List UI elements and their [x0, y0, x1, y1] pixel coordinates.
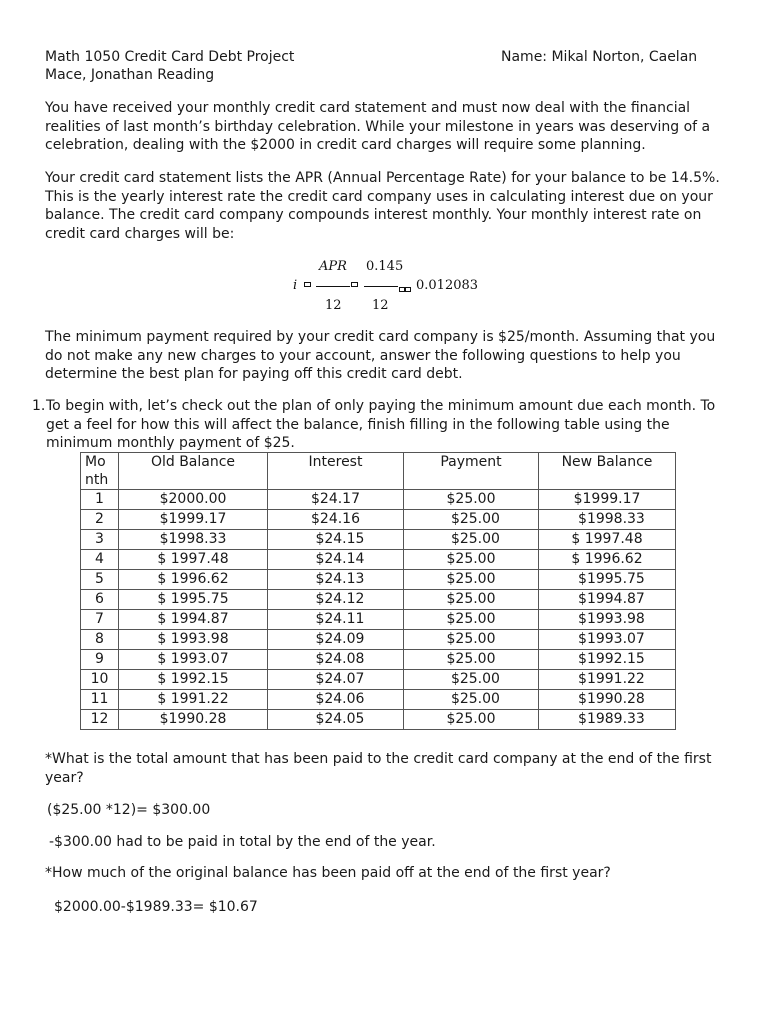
table-row [81, 510, 676, 530]
cell-old-balance: $1998.33 [119, 530, 268, 550]
question-total-paid [45, 750, 725, 787]
cell-old-balance: $2000.00 [119, 490, 268, 510]
cell-new-balance: $ 1996.62 [539, 550, 676, 570]
cell-payment: $25.00 [404, 590, 539, 610]
cell-payment: $25.00 [404, 650, 539, 670]
cell-month: 11 [81, 690, 119, 710]
question-line: To begin with, let’s check out the plan of only paying the minimum amount due each month. To [46, 398, 716, 414]
fraction-bar [316, 286, 350, 287]
student-names-line1: Name: Mikal Norton, Caelan [501, 49, 698, 65]
col-header-payment: Payment [404, 453, 539, 490]
table-row [81, 690, 676, 710]
cell-interest: $24.07 [268, 670, 404, 690]
cell-new-balance: $1998.33 [539, 510, 676, 530]
cell-payment: $25.00 [404, 510, 539, 530]
min-payment-line: The minimum payment required by your credit card company is $25/month. Assuming that you [45, 329, 716, 345]
project-title: Math 1050 Credit Card Debt Project [45, 49, 295, 65]
cell-month: 9 [81, 650, 119, 670]
cell-month: 5 [81, 570, 119, 590]
equals-glyph [304, 282, 311, 287]
cell-payment: $25.00 [404, 490, 539, 510]
apr-line: This is the yearly interest rate the credit card company uses in calculating interest due on your [45, 188, 713, 205]
approx-glyph [405, 287, 411, 292]
cell-payment: $25.00 [404, 530, 539, 550]
intro-line: realities of last month’s birthday celebration. While your milestone in years was deserving of a [45, 118, 711, 135]
cell-old-balance: $ 1995.75 [119, 590, 268, 610]
col-header-new-balance: New Balance [539, 453, 676, 490]
table-row [81, 650, 676, 670]
table-row [81, 710, 676, 730]
cell-month: 10 [81, 670, 119, 690]
cell-old-balance: $ 1994.87 [119, 610, 268, 630]
formula-result: 0.012083 [416, 278, 479, 293]
cell-new-balance: $1991.22 [539, 670, 676, 690]
fraction-bar [364, 286, 398, 287]
formula-variable: i [293, 278, 298, 293]
question-number: 1. [32, 398, 46, 414]
cell-interest: $24.06 [268, 690, 404, 710]
col-header-month: Month [81, 453, 119, 490]
table-row [81, 530, 676, 550]
apr-line: Your credit card statement lists the APR (Annual Percentage Rate) for your balance to be 14.5%. [45, 170, 720, 186]
cell-old-balance: $ 1996.62 [119, 570, 268, 590]
formula-numerator-rate: 0.145 [366, 259, 404, 274]
cell-month: 12 [81, 710, 119, 730]
cell-old-balance: $ 1993.07 [119, 650, 268, 670]
table-row [81, 670, 676, 690]
cell-old-balance: $ 1993.98 [119, 630, 268, 650]
cell-month: 2 [81, 510, 119, 530]
question-1-text [46, 397, 726, 453]
cell-new-balance: $1995.75 [539, 570, 676, 590]
question-line: get a feel for how this will affect the balance, finish filling in the following table using the [46, 416, 670, 433]
cell-interest: $24.16 [268, 510, 404, 530]
cell-interest: $24.12 [268, 590, 404, 610]
apr-line: credit card charges will be: [45, 225, 235, 242]
min-payment-line: do not make any new charges to your account, answer the following questions to help you [45, 347, 681, 364]
col-header-old-balance: Old Balance [119, 453, 268, 490]
table-row [81, 630, 676, 650]
answer-total-paid: -$300.00 had to be paid in total by the end of the year. [49, 834, 436, 850]
formula-denominator-12: 12 [325, 298, 342, 313]
cell-month: 1 [81, 490, 119, 510]
formula-denominator-12: 12 [372, 298, 389, 313]
cell-interest: $24.05 [268, 710, 404, 730]
table-row [81, 550, 676, 570]
monthly-rate-formula [280, 255, 500, 315]
cell-interest: $24.09 [268, 630, 404, 650]
cell-interest: $24.08 [268, 650, 404, 670]
cell-old-balance: $ 1997.48 [119, 550, 268, 570]
apr-paragraph [45, 169, 725, 243]
question-balance-paid: *How much of the original balance has been paid off at the end of the first year? [45, 865, 611, 881]
apr-line: balance. The credit card company compounds interest monthly. Your monthly interest rate on [45, 207, 702, 223]
cell-old-balance: $ 1992.15 [119, 670, 268, 690]
question-line: *What is the total amount that has been paid to the credit card company at the end of the first [45, 751, 712, 767]
cell-interest: $24.14 [268, 550, 404, 570]
intro-line: You have received your monthly credit card statement and must now deal with the financial [45, 100, 691, 116]
cell-payment: $25.00 [404, 570, 539, 590]
cell-new-balance: $1994.87 [539, 590, 676, 610]
table-row [81, 570, 676, 590]
cell-old-balance: $ 1991.22 [119, 690, 268, 710]
balance-table [80, 452, 676, 730]
cell-new-balance: $1990.28 [539, 690, 676, 710]
cell-interest: $24.11 [268, 610, 404, 630]
cell-new-balance: $1993.98 [539, 610, 676, 630]
cell-month: 7 [81, 610, 119, 630]
formula-numerator-apr: APR [319, 259, 347, 274]
question-line: minimum monthly payment of $25. [46, 435, 295, 451]
cell-month: 3 [81, 530, 119, 550]
cell-payment: $25.00 [404, 670, 539, 690]
cell-month: 4 [81, 550, 119, 570]
min-payment-line: determine the best plan for paying off this credit card debt. [45, 366, 463, 382]
cell-interest: $24.15 [268, 530, 404, 550]
calc-balance-paid: $2000.00-$1989.33= $10.67 [54, 899, 258, 915]
min-payment-paragraph [45, 328, 725, 384]
cell-payment: $25.00 [404, 610, 539, 630]
cell-new-balance: $1992.15 [539, 650, 676, 670]
table-row [81, 590, 676, 610]
cell-old-balance: $1999.17 [119, 510, 268, 530]
student-names-line2: Mace, Jonathan Reading [45, 67, 215, 83]
question-line: year? [45, 769, 84, 786]
col-header-interest: Interest [268, 453, 404, 490]
calc-total-paid: ($25.00 *12)= $300.00 [47, 802, 211, 818]
cell-new-balance: $ 1997.48 [539, 530, 676, 550]
cell-payment: $25.00 [404, 710, 539, 730]
cell-payment: $25.00 [404, 630, 539, 650]
table-row [81, 490, 676, 510]
cell-payment: $25.00 [404, 550, 539, 570]
cell-new-balance: $1999.17 [539, 490, 676, 510]
cell-old-balance: $1990.28 [119, 710, 268, 730]
cell-new-balance: $1989.33 [539, 710, 676, 730]
intro-paragraph [45, 99, 725, 155]
table-header-row [81, 453, 676, 490]
equals-glyph [351, 282, 358, 287]
cell-payment: $25.00 [404, 690, 539, 710]
cell-interest: $24.17 [268, 490, 404, 510]
cell-interest: $24.13 [268, 570, 404, 590]
intro-line: celebration, dealing with the $2000 in credit card charges will require some planning. [45, 137, 646, 153]
cell-new-balance: $1993.07 [539, 630, 676, 650]
cell-month: 6 [81, 590, 119, 610]
table-row [81, 610, 676, 630]
cell-month: 8 [81, 630, 119, 650]
